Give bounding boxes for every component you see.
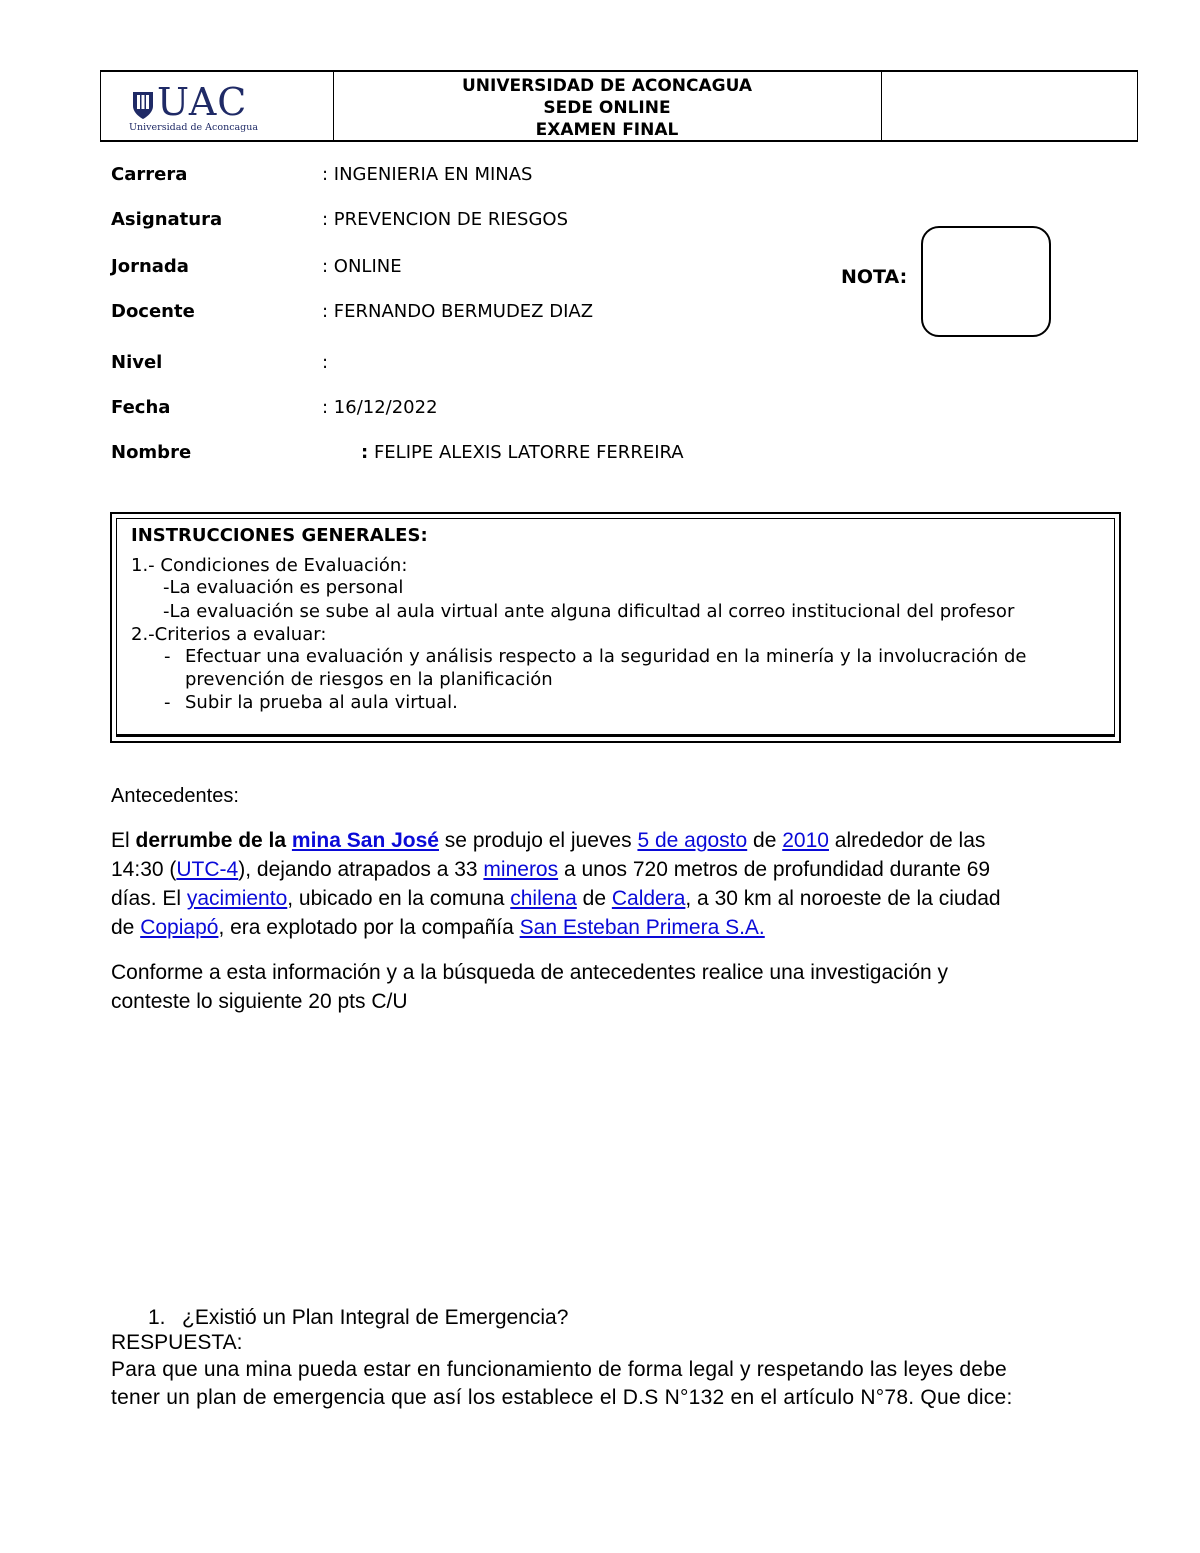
info-label: Asignatura (111, 209, 223, 230)
paragraph-line: Conforme a esta información y a la búsqueda de antecedentes realice una investigación y (111, 961, 949, 984)
uac-logo (129, 80, 271, 136)
bold-text: derrumbe de la (135, 829, 292, 852)
antecedentes-title: Antecedentes: (111, 785, 239, 807)
exam-title: EXAMEN FINAL (535, 120, 679, 140)
paragraph-line (111, 913, 765, 942)
link-5-de-agosto[interactable]: 5 de agosto (637, 829, 748, 852)
respuesta-label: RESPUESTA: (111, 1331, 243, 1354)
link-mineros[interactable]: mineros (483, 858, 559, 881)
logo-text: UAC (157, 80, 248, 124)
info-value: : FERNANDO BERMUDEZ DIAZ (322, 301, 594, 322)
text-span: de (747, 829, 783, 852)
info-label: Nivel (111, 352, 163, 373)
info-label: Jornada (111, 256, 189, 277)
paragraph-line (111, 884, 1001, 913)
crest-icon (131, 90, 155, 120)
bullet-dash: - (164, 646, 171, 667)
paragraph-line (111, 826, 985, 855)
info-value: : 16/12/2022 (322, 397, 438, 418)
link-mina-san-jose[interactable]: mina San José (291, 829, 439, 852)
nombre-colon: : (361, 442, 369, 463)
instructions-line: 1.- Condiciones de Evaluación: (131, 555, 408, 576)
student-name: FELIPE ALEXIS LATORRE FERREIRA (373, 442, 684, 463)
question-number: 1. (148, 1306, 166, 1329)
link-san-esteban-primera[interactable]: San Esteban Primera S.A. (519, 916, 765, 939)
text-span: se produjo el jueves (438, 829, 638, 852)
text-span: , era explotado por la compañía (218, 916, 520, 939)
info-label: Docente (111, 301, 195, 322)
text-span: , ubicado en la comuna (287, 887, 511, 910)
instructions-line: Efectuar una evaluación y análisis respecto a la seguridad en la minería y la involucración de (185, 646, 1027, 667)
nota-box (921, 226, 1051, 337)
text-span: de (576, 887, 612, 910)
link-utc-4[interactable]: UTC-4 (176, 858, 239, 881)
info-value: : INGENIERIA EN MINAS (322, 164, 533, 185)
text-span: ), dejando atrapados a 33 (238, 858, 484, 881)
paragraph-line (111, 855, 990, 884)
answer-line: tener un plan de emergencia que así los establece el D.S N°132 en el artículo N°78. Que dice: (111, 1386, 1013, 1409)
university-name: UNIVERSIDAD DE ACONCAGUA (461, 76, 753, 96)
link-yacimiento[interactable]: yacimiento (186, 887, 288, 910)
logo-subtitle: Universidad de Aconcagua (129, 122, 259, 133)
link-2010[interactable]: 2010 (782, 829, 829, 852)
link-copiapo[interactable]: Copiapó (140, 916, 219, 939)
info-value: : PREVENCION DE RIESGOS (322, 209, 569, 230)
text-span: de (111, 916, 141, 939)
info-label: Fecha (111, 397, 171, 418)
text-span: a unos 720 metros de profundidad durante 69 (558, 858, 991, 881)
bullet-dash: - (164, 692, 171, 713)
info-label: Carrera (111, 164, 188, 185)
info-label: Nombre (111, 442, 192, 463)
info-value (361, 442, 684, 463)
info-value: : ONLINE (322, 256, 402, 277)
text-span: 14:30 ( (111, 858, 177, 881)
instructions-line: -La evaluación es personal (163, 577, 404, 598)
text-span: días. El (111, 887, 187, 910)
paragraph-line: conteste lo siguiente 20 pts C/U (111, 990, 408, 1013)
link-chilena[interactable]: chilena (510, 887, 577, 910)
instructions-line: prevención de riesgos en la planificación (185, 669, 553, 690)
header-empty-cell (882, 72, 1137, 140)
text-span: , a 30 km al noroeste de la ciudad (685, 887, 1001, 910)
instructions-line: -La evaluación se sube al aula virtual ante alguna dificultad al correo institucional del profesor (163, 601, 1015, 622)
text-span: alrededor de las (828, 829, 986, 852)
header-table (100, 70, 1138, 142)
question-text: ¿Existió un Plan Integral de Emergencia? (182, 1306, 569, 1329)
instructions-line: Subir la prueba al aula virtual. (185, 692, 458, 713)
campus-name: SEDE ONLINE (543, 98, 671, 118)
instructions-line: 2.-Criterios a evaluar: (131, 624, 327, 645)
header-title-cell (333, 72, 882, 140)
link-caldera[interactable]: Caldera (611, 887, 686, 910)
instructions-title: INSTRUCCIONES GENERALES: (131, 525, 428, 546)
text-span: El (111, 829, 136, 852)
header-logo-cell (101, 72, 334, 140)
info-value: : (322, 352, 329, 373)
nota-label: NOTA: (841, 266, 908, 288)
answer-line: Para que una mina pueda estar en funcionamiento de forma legal y respetando las leyes debe (111, 1358, 1007, 1381)
